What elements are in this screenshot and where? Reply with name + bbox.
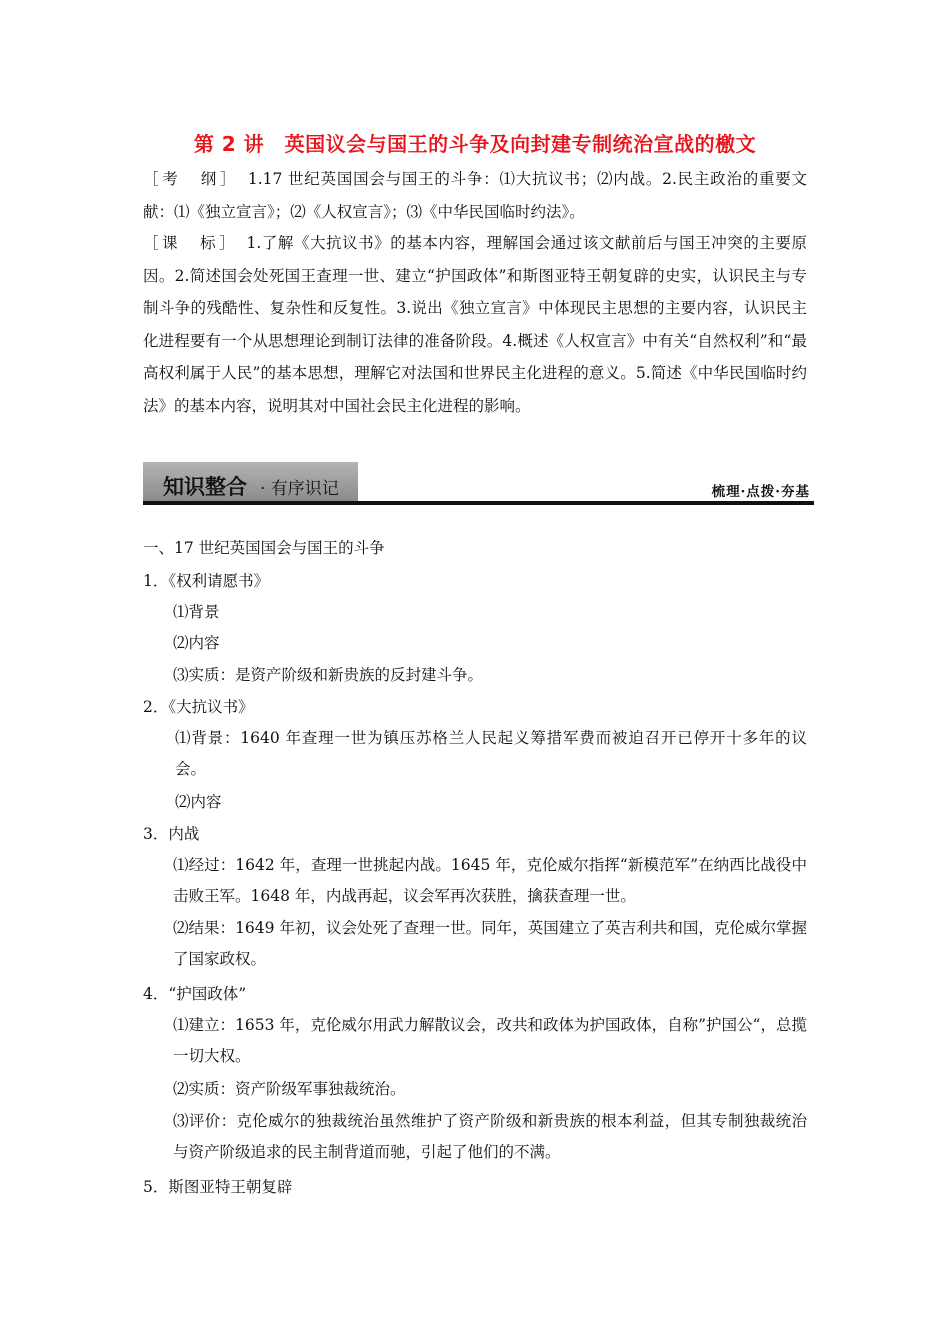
list-item: 3．内战 [143, 825, 200, 843]
list-item: ⑴背景：1640 年查理一世为镇压苏格兰人民起义筹措军费而被迫召开已停开十多年的议会。 [175, 729, 807, 778]
list-item: ⑴经过：1642 年，查理一世挑起内战。1645 年，克伦威尔指挥“新模范军”在纳西比战役中击败王军。1648 年，内战再起，议会军再次获胜，擒获查理一世。 [173, 856, 807, 905]
list-item: 1．《权利请愿书》 [143, 572, 270, 590]
curriculum-standard-text: 1.了解《大抗议书》的基本内容，理解国会通过该文献前后与国王冲突的主要原因。2.简述国会处死国王查理一世、建立“护国政体”和斯图亚特王朝复辟的史实，认识民主与专制斗争的残酷性、复杂性和反复性。3.说出《独立宣言》中体现民主思想的主要内容，认识民主化进程要有一个从思想理论到制订法律的准备阶段。4.概述《人权宣言》中有关“自然权利”和“最高权利属于人民”的基本思想，理解它对法国和世界民主化进程的意义。5.简述《中华民国临时约法》的基本内容，说明其对中国社会民主化进程的影响。 [143, 234, 807, 415]
list-item: ⑴背景 [173, 603, 220, 621]
list-item: ⑴建立：1653 年，克伦威尔用武力解散议会，改共和政体为护国政体，自称”护国公“，总揽一切大权。 [173, 1016, 807, 1065]
curriculum-standard-label: ［课 标］ [143, 234, 231, 252]
banner-rule [143, 501, 814, 505]
section-banner [143, 462, 814, 506]
list-item: ⑵内容 [175, 793, 222, 811]
list-item: 4．“护国政体” [143, 985, 247, 1003]
list-item: ⑶实质：是资产阶级和新贵族的反封建斗争。 [173, 666, 484, 684]
list-item: 2．《大抗议书》 [143, 698, 254, 716]
list-item: ⑵结果：1649 年初，议会处死了查理一世。同年，英国建立了英吉利共和国，克伦威尔掌握了国家政权。 [173, 919, 807, 968]
list-item: ⑶评价：克伦威尔的独裁统治虽然维护了资产阶级和新贵族的根本利益，但其专制独裁统治与资产阶级追求的民主制背道而驰，引起了他们的不满。 [173, 1112, 807, 1161]
banner-subheading: · 有序识记 [260, 479, 339, 499]
banner-heading: 知识整合 [163, 475, 247, 499]
exam-outline-label: ［考 纲］ [143, 170, 232, 188]
list-item: ⑵实质：资产阶级军事独裁统治。 [173, 1080, 406, 1098]
banner-tagline: 梳理·点拨·夯基 [711, 484, 810, 500]
section-heading: 一、17 世纪英国国会与国王的斗争 [143, 539, 385, 557]
exam-outline-text: 1.17 世纪英国国会与国王的斗争：⑴大抗议书；⑵内战。2.民主政治的重要文献：⑴《独立宣言》；⑵《人权宣言》；⑶《中华民国临时约法》。 [143, 170, 807, 221]
exam-outline-paragraph [143, 163, 807, 228]
list-item: ⑵内容 [173, 634, 220, 652]
lesson-title: 第 2 讲 英国议会与国王的斗争及向封建专制统治宣战的檄文 [193, 132, 757, 156]
curriculum-standard-paragraph [143, 227, 807, 422]
list-item: 5．斯图亚特王朝复辟 [143, 1178, 293, 1196]
